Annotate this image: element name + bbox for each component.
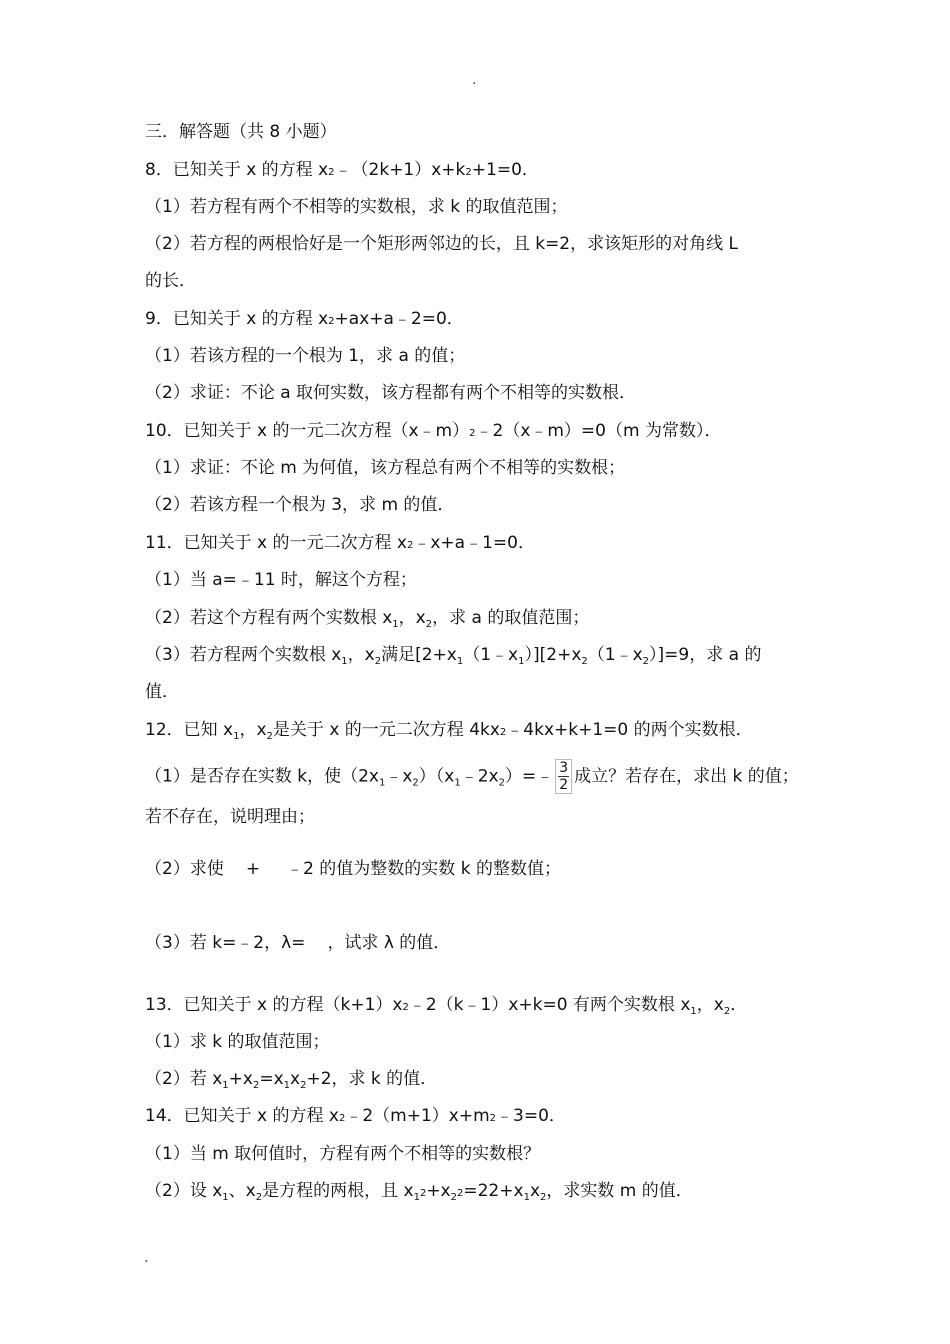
section-title: 三．解答题（共 8 小题） — [145, 122, 337, 142]
problem-14-statement: 14．已知关于 x 的方程 x2﹣2（m+1）x+m2﹣3=0． — [145, 1106, 566, 1126]
problem-11-part-2: （2）若这个方程有两个实数根 $x_1$，$x_2$，求 a 的取值范围； — [145, 608, 590, 630]
problem-12-part-1-cont: 若不存在，说明理由； — [145, 807, 315, 827]
problem-11-part-1: （1）当 a=﹣11 时，解这个方程； — [145, 570, 417, 590]
problem-12-statement: 12．已知 $x_1$，$x_2$是关于 x 的一元二次方程 4kx2﹣4kx+k+1=0 的两个实数根． — [145, 720, 753, 742]
problem-11-statement: 11．已知关于 x 的一元二次方程 x2﹣x+a﹣1=0． — [145, 533, 535, 553]
problem-13-statement: 13．已知关于 x 的方程（k+1）x2﹣2（k﹣1）x+k=0 有两个实数根 $x_1$，$x_2$． — [145, 995, 748, 1017]
problem-8-part-2: （2）若方程的两根恰好是一个矩形两邻边的长，且 k=2，求该矩形的对角线 L — [145, 234, 738, 254]
problem-8-part-1: （1）若方程有两个不相等的实数根，求 k 的取值范围； — [145, 197, 568, 217]
problem-11-part-3-cont: 值． — [145, 682, 179, 702]
problem-11-part-3: （3）若方程两个实数根 $x_1$，$x_2$满足$[2+x_1(1﹣x_1)][2+x_2(1﹣x_2)]=9$，求 a 的 — [145, 645, 762, 667]
problem-14-part-1: （1）当 m 取何值时，方程有两个不相等的实数根？ — [145, 1144, 541, 1164]
problem-9-part-2: （2）求证：不论 a 取何实数，该方程都有两个不相等的实数根． — [145, 383, 637, 403]
problem-12-part-2: （2）求使 + ﹣2 的值为整数的实数 k 的整数值； — [145, 859, 561, 879]
problem-9-statement: 9．已知关于 x 的方程 x2+ax+a﹣2=0． — [145, 309, 464, 329]
problem-8-part-2-cont: 的长． — [145, 271, 196, 291]
problem-8-statement: 8．已知关于 x 的方程 x2﹣（2k+1）x+k2+1=0． — [145, 160, 539, 180]
fraction-three-halves: $\frac{3}{2}$ — [555, 759, 572, 794]
top-dot-mark: . — [472, 72, 477, 88]
problem-9-part-1: （1）若该方程的一个根为 1，求 a 的值； — [145, 346, 466, 366]
problem-14-part-2: （2）设 $x_1$、$x_2$是方程的两根，且 $x_12+x_22=22+x_1x_2$，求实数 m 的值． — [145, 1181, 693, 1203]
problem-13-part-1: （1）求 k 的取值范围； — [145, 1032, 330, 1052]
problem-12-part-1: （1）是否存在实数 k，使$(2x_1﹣x_2)(x_1﹣2x_2)=﹣$ $\frac{3}{2}$ 成立？若存在，求出 k 的值； — [145, 760, 799, 793]
problem-10-part-2: （2）若该方程一个根为 3，求 m 的值． — [145, 495, 455, 515]
problem-12-part-3: （3）若 k=﹣2，λ= ，试求 λ 的值． — [145, 933, 451, 953]
bottom-dot-mark: . — [144, 1250, 149, 1266]
problem-10-part-1: （1）求证：不论 m 为何值，该方程总有两个不相等的实数根； — [145, 458, 626, 478]
problem-10-statement: 10．已知关于 x 的一元二次方程（x﹣m）2﹣2（x﹣m）=0（m 为常数）． — [145, 421, 722, 441]
problem-13-part-2: （2）若 $x_1+x_2=x_1x_2+2$，求 k 的值． — [145, 1069, 438, 1091]
